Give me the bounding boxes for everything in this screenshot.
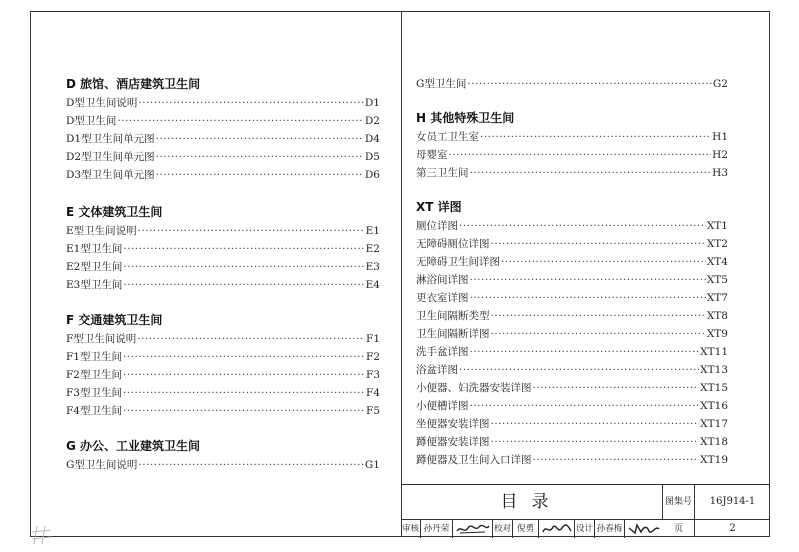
entry-title: F2型卫生间: [66, 369, 122, 381]
page-label: 页: [663, 519, 695, 537]
entry-title: F1型卫生间: [66, 351, 122, 363]
leader-dots: [137, 330, 365, 348]
leader-dots: [491, 433, 700, 451]
entry-title: 卫生间隔断详图: [416, 328, 490, 340]
toc-entry: [66, 166, 380, 184]
entry-title: 洗手盆详图: [416, 346, 469, 358]
toc-entry: [66, 222, 380, 240]
design-label: 设计: [575, 520, 595, 538]
toc-section: [416, 75, 728, 93]
toc-entry: [416, 361, 728, 379]
leader-dots: [470, 343, 700, 361]
toc-entry: [416, 343, 728, 361]
entry-page: D5: [364, 151, 380, 163]
leader-dots: [117, 112, 363, 130]
entry-title: D3型卫生间单元图: [66, 169, 155, 181]
entry-title: 更衣室详图: [416, 292, 469, 304]
leader-dots: [459, 361, 699, 379]
entry-page: F2: [366, 351, 380, 363]
leader-dots: [491, 325, 706, 343]
corner-hatch-icon: [31, 524, 53, 546]
entry-page: XT16: [700, 400, 728, 412]
entry-title: 坐便器安装详图: [416, 418, 490, 430]
leader-dots: [123, 348, 365, 366]
leader-dots: [123, 384, 365, 402]
designer-signature-icon: [627, 522, 661, 536]
leader-dots: [123, 258, 364, 276]
entry-title: E3型卫生间: [66, 279, 123, 291]
leader-dots: [138, 222, 365, 240]
entry-title: 小便器、妇洗器安装详图: [416, 382, 532, 394]
designer-name: 孙春梅: [595, 520, 625, 538]
leader-dots: [138, 456, 364, 474]
entry-title: E型卫生间说明: [66, 225, 137, 237]
toc-section: [66, 202, 380, 294]
section-heading: G 办公、工业建筑卫生间: [66, 439, 201, 453]
entry-page: XT2: [706, 238, 728, 250]
leader-dots: [156, 130, 364, 148]
leader-dots: [501, 253, 706, 271]
section-heading: D 旅馆、酒店建筑卫生间: [66, 77, 201, 91]
entry-title: G型卫生间: [416, 78, 467, 90]
entry-page: D2: [364, 115, 380, 127]
toc-entry: [66, 258, 380, 276]
entry-page: XT9: [706, 328, 728, 340]
entry-title: 卫生间隔断类型: [416, 310, 490, 322]
entry-title: 浴盆详图: [416, 364, 458, 376]
entry-title: F3型卫生间: [66, 387, 122, 399]
reviewer-name: 孙丹荣: [421, 520, 453, 538]
toc-entry: [416, 75, 728, 93]
checker-signature: [539, 520, 575, 538]
section-heading: F 交通建筑卫生间: [66, 313, 163, 327]
toc-entry: [416, 217, 728, 235]
toc-entry: [416, 433, 728, 451]
toc-entry: [66, 276, 380, 294]
check-label: 校对: [493, 520, 513, 538]
leader-dots: [533, 451, 700, 469]
toc-entry: [66, 130, 380, 148]
toc-section: [416, 108, 728, 182]
toc-entry: [416, 397, 728, 415]
toc-section: [66, 310, 380, 420]
leader-dots: [491, 307, 706, 325]
entry-page: D6: [364, 169, 380, 181]
toc-entry: [416, 415, 728, 433]
leader-dots: [156, 148, 364, 166]
leader-dots: [470, 164, 712, 182]
leader-dots: [459, 217, 706, 235]
entry-title: 无障碍卫生间详图: [416, 256, 500, 268]
entry-page: F1: [366, 333, 380, 345]
toc-entry: [416, 253, 728, 271]
toc-entry: [416, 146, 728, 164]
entry-page: F3: [366, 369, 380, 381]
toc-entry: [66, 94, 380, 112]
entry-page: D1: [364, 97, 380, 109]
toc-entry: [416, 164, 728, 182]
entry-page: H2: [712, 149, 728, 161]
entry-page: XT19: [700, 454, 728, 466]
toc-entry: [416, 325, 728, 343]
toc-entry: [416, 451, 728, 469]
toc-section: [66, 74, 380, 184]
checker-name: 倪勇: [513, 520, 539, 538]
entry-page: E2: [365, 243, 380, 255]
title-block: [401, 484, 770, 537]
entry-page: XT1: [706, 220, 728, 232]
leader-dots: [491, 235, 706, 253]
review-label: 审核: [401, 520, 421, 538]
entry-page: G2: [712, 78, 728, 90]
leader-dots: [470, 397, 700, 415]
entry-page: XT5: [706, 274, 728, 286]
atlas-number-label: 图集号: [663, 485, 695, 519]
checker-signature-icon: [541, 522, 573, 536]
entry-title: D型卫生间说明: [66, 97, 138, 109]
leader-dots: [491, 415, 700, 433]
toc-entry: [416, 379, 728, 397]
toc-entry: [66, 366, 380, 384]
toc-entry: [416, 307, 728, 325]
entry-title: E1型卫生间: [66, 243, 123, 255]
leader-dots: [449, 146, 712, 164]
entry-title: E2型卫生间: [66, 261, 123, 273]
toc-entry: [66, 384, 380, 402]
entry-page: G1: [364, 459, 380, 471]
section-heading: H 其他特殊卫生间: [416, 111, 515, 125]
toc-entry: [66, 402, 380, 420]
entry-page: XT4: [706, 256, 728, 268]
reviewer-signature: [453, 520, 493, 538]
leader-dots: [156, 166, 364, 184]
entry-title: D型卫生间: [66, 115, 117, 127]
toc-entry: [66, 148, 380, 166]
entry-page: H3: [712, 167, 728, 179]
entry-title: 母婴室: [416, 149, 448, 161]
entry-page: F4: [366, 387, 380, 399]
entry-title: 小便槽详图: [416, 400, 469, 412]
entry-page: D4: [364, 133, 380, 145]
toc-section: [66, 436, 380, 474]
entry-page: XT7: [706, 292, 728, 304]
entry-page: XT8: [706, 310, 728, 322]
entry-page: H1: [712, 131, 728, 143]
entry-title: 无障碍厕位详图: [416, 238, 490, 250]
toc-entry: [66, 330, 380, 348]
entry-page: XT13: [700, 364, 728, 376]
column-divider: [401, 11, 402, 537]
leader-dots: [123, 276, 364, 294]
leader-dots: [467, 75, 712, 93]
leader-dots: [123, 240, 364, 258]
sheet-title: 目录: [401, 485, 663, 519]
leader-dots: [138, 94, 363, 112]
section-heading: XT 详图: [416, 200, 462, 214]
leader-dots: [480, 128, 711, 146]
atlas-number: 16J914-1: [709, 496, 756, 507]
entry-page: F5: [366, 405, 380, 417]
toc-entry: [66, 456, 380, 474]
toc-entry: [66, 240, 380, 258]
entry-title: F4型卫生间: [66, 405, 122, 417]
entry-title: D2型卫生间单元图: [66, 151, 155, 163]
leader-dots: [123, 366, 365, 384]
leader-dots: [470, 289, 706, 307]
entry-title: 第三卫生间: [416, 167, 469, 179]
entry-title: 蹲便器安装详图: [416, 436, 490, 448]
entry-page: E3: [365, 261, 380, 273]
entry-page: XT17: [700, 418, 728, 430]
page-number: 2: [695, 519, 770, 537]
entry-title: G型卫生间说明: [66, 459, 138, 471]
toc-entry: [416, 289, 728, 307]
entry-page: E4: [365, 279, 380, 291]
entry-title: D1型卫生间单元图: [66, 133, 155, 145]
entry-title: 淋浴间详图: [416, 274, 469, 286]
toc-section: [416, 197, 728, 469]
entry-page: XT11: [700, 346, 728, 358]
entry-title: F型卫生间说明: [66, 333, 137, 345]
entry-page: XT15: [700, 382, 728, 394]
entry-page: XT18: [700, 436, 728, 448]
leader-dots: [123, 402, 365, 420]
entry-title: 蹲便器及卫生间入口详图: [416, 454, 532, 466]
leader-dots: [470, 271, 706, 289]
entry-title: 厕位详图: [416, 220, 458, 232]
entry-title: 女员工卫生室: [416, 131, 479, 143]
toc-entry: [66, 112, 380, 130]
designer-signature: [625, 520, 663, 538]
toc-entry: [416, 128, 728, 146]
toc-entry: [416, 235, 728, 253]
section-heading: E 文体建筑卫生间: [66, 205, 163, 219]
leader-dots: [533, 379, 700, 397]
reviewer-signature-icon: [455, 522, 491, 536]
toc-entry: [416, 271, 728, 289]
toc-entry: [66, 348, 380, 366]
entry-page: E1: [365, 225, 380, 237]
